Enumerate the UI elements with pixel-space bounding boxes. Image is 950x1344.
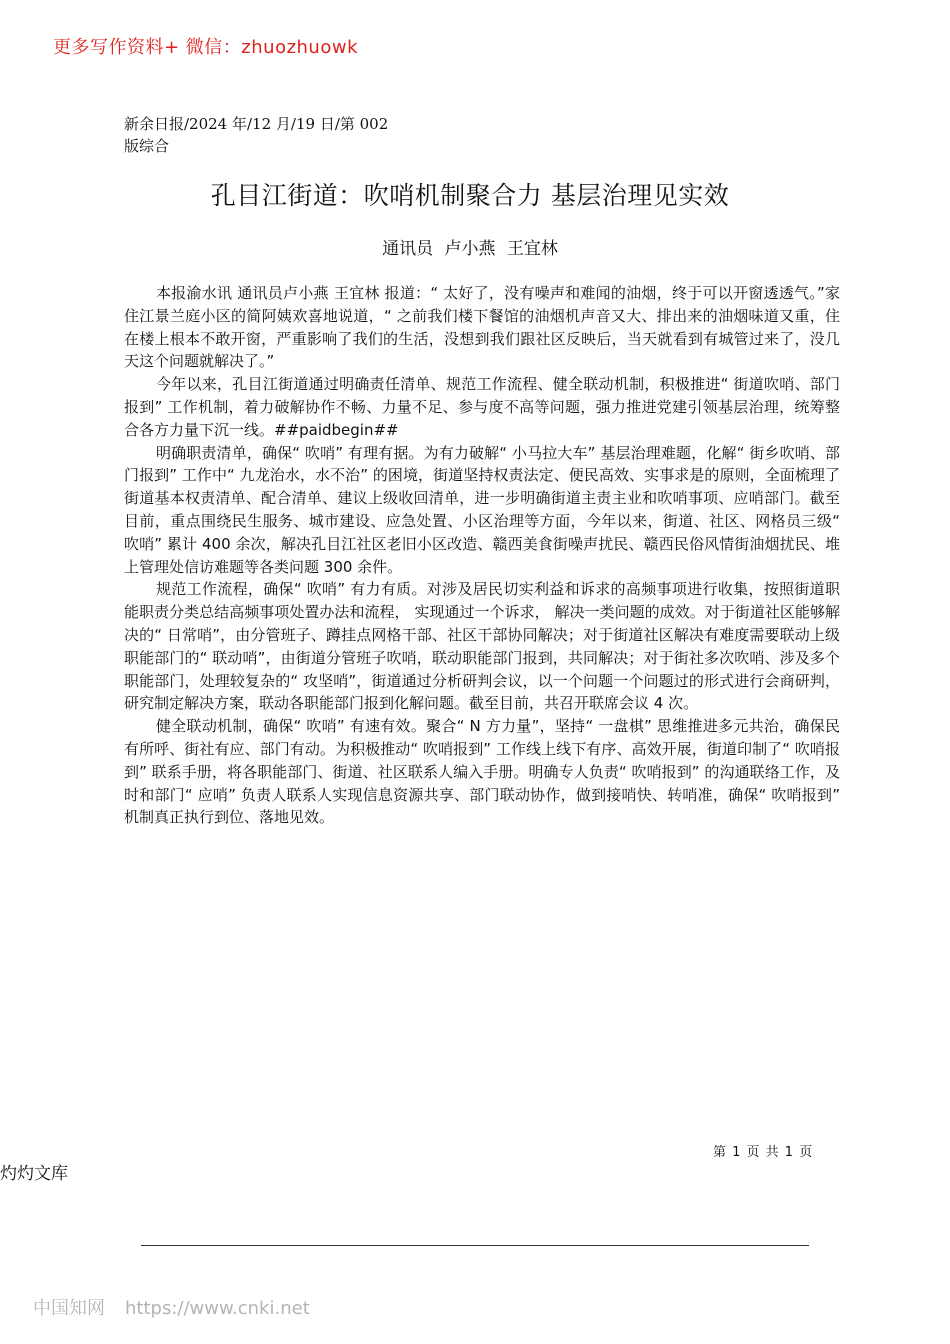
paragraph-4: 规范工作流程，确保“ 吹哨” 有力有质。对涉及居民切实利益和诉求的高频事项进行收集，按照街道职能职责分类总结高频事项处置办法和流程， 实现通过一个诉求， 解决一类问题的成效。对于街道社区能够解决的“ 日常哨”，由分管班子、蹲挂点网格干部、社区干部协同解决；对于街道社区解决有难度需要联动上级职能部门的“ 联动哨”，由街道分管班子吹哨，联动职能部门报到，共同解决；对于街社多次吹哨、涉及多个职能部门，处理较复杂的“ 攻坚哨”，街道通过分析研判会议，以一个问题一个问题过的形式进行会商研判，研究制定解决方案，联动各职能部门报到化解问题。截至目前，共召开联席会议 4 次。 — [124, 580, 840, 713]
footer-divider — [141, 1245, 809, 1246]
article-title: 孔目江街道：吹哨机制聚合力 基层治理见实效 — [210, 181, 730, 210]
article-body — [124, 282, 840, 829]
paragraph-3: 明确职责清单，确保“ 吹哨” 有理有据。为有力破解“ 小马拉大车” 基层治理难题，化解“ 街乡吹哨、部门报到” 工作中“ 九龙治水，水不治” 的困境，街道坚持权责法定、便民高效、实事求是的原则，全面梳理了街道基本权责清单、配合清单、建议上级收回清单，进一步明确街道主责主业和吹哨事项、应哨部门。截至目前，重点围绕民生服务、城市建设、应急处置、小区治理等方面，今年以来，街道、社区、网格员三级“ 吹哨” 累计 400 余次，解决孔目江社区老旧小区改造、赣西美食街噪声扰民、赣西民俗风情街油烟扰民、堆上管理处信访难题等各类问题 300 余件。 — [124, 443, 840, 576]
source-line: 新余日报/2024 年/12 月/19 日/第 002 版综合 — [124, 115, 389, 155]
cnki-url: https://www.cnki.net — [125, 1298, 310, 1319]
cnki-name: 中国知网 — [33, 1298, 105, 1319]
paragraph-5: 健全联动机制，确保“ 吹哨” 有速有效。聚合“ N 方力量”，坚持“ 一盘棋” 思维推进多元共治，确保民有所呼、街社有应、部门有动。为积极推动“ 吹哨报到” 工作线上线下有序、高效开展，街道印制了“ 吹哨报到” 联系手册，将各职能部门、街道、社区联系人编入手册。明确专人负责“ 吹哨报到” 的沟通联络工作，及时和部门“ 应哨” 负责人联系人实现信息资源共享、部门联动协作，做到接哨快、转哨准，确保“ 吹哨报到” 机制真正执行到位、落地见效。 — [124, 717, 840, 827]
library-name: 灼灼文库 — [0, 1164, 68, 1184]
promo-banner[interactable]: 更多写作资料+ 微信：zhuozhuowk — [53, 37, 359, 58]
byline: 通讯员 卢小燕 王宜林 — [382, 239, 558, 259]
page-number: 第 1 页 共 1 页 — [713, 1145, 813, 1160]
paragraph-2: 今年以来，孔目江街道通过明确责任清单、规范工作流程、健全联动机制，积极推进“ 街道吹哨、部门报到” 工作机制，着力破解协作不畅、力量不足、参与度不高等问题，强力推进党建引领基层治理，统筹整合各方力量下沉一线。##paidbegin## — [124, 375, 840, 439]
cnki-watermark — [33, 1294, 310, 1320]
paragraph-1: 本报渝水讯 通讯员卢小燕 王宜林 报道：“ 太好了，没有噪声和难闻的油烟，终于可以开窗透透气。”家住江景兰庭小区的简阿姨欢喜地说道，“ 之前我们楼下餐馆的油烟机声音又大、排出来的油烟味道又重，住在楼上根本不敢开窗，严重影响了我们的生活，没想到我们跟社区反映后，当天就看到有城管过来了，没几天这个问题就解决了。” — [124, 284, 840, 371]
